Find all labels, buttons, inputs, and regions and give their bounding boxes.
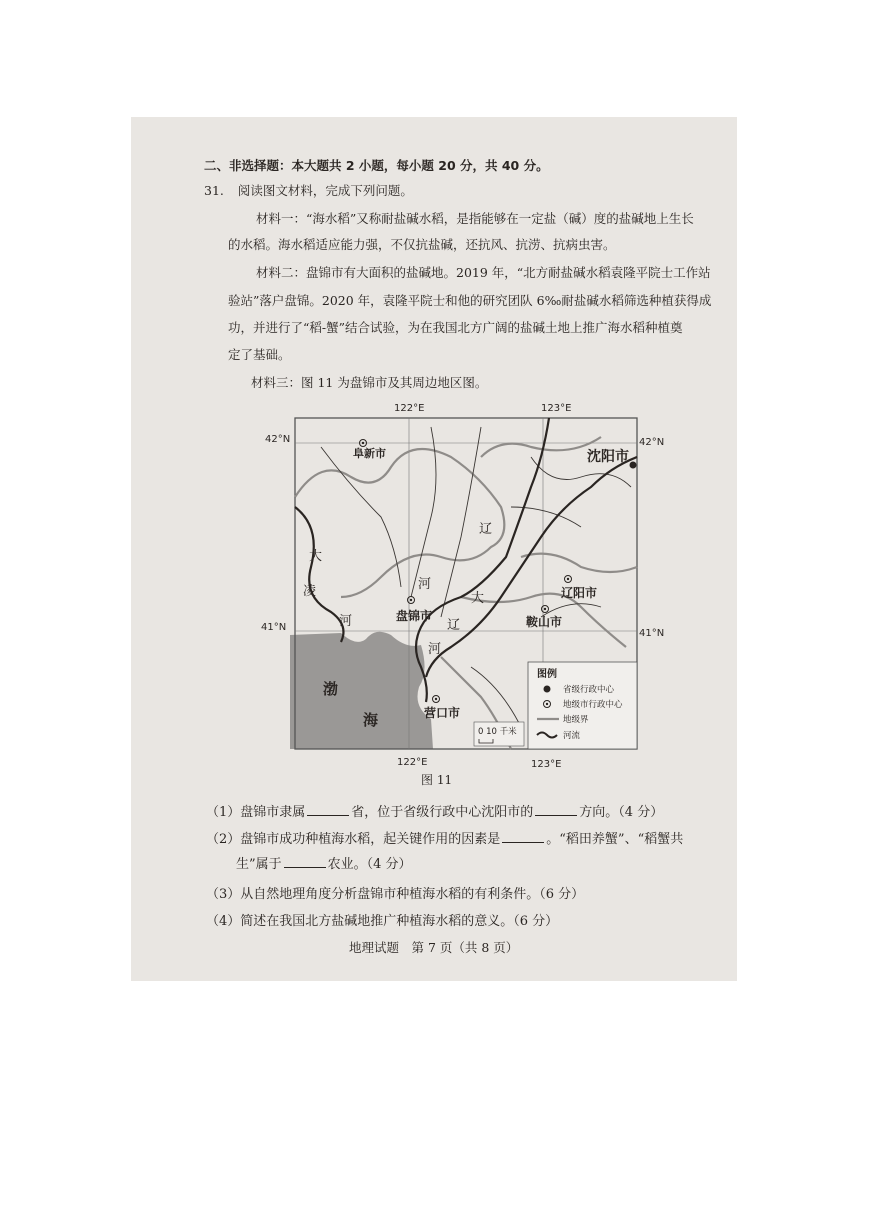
subquestion-2-continued bbox=[236, 855, 412, 873]
q1-blank-province[interactable] bbox=[307, 803, 349, 816]
daling-river-char-3: 河 bbox=[339, 614, 353, 629]
daliao-river-line bbox=[426, 457, 637, 677]
daling-river-char-2: 凌 bbox=[303, 584, 317, 599]
question-number-prompt bbox=[204, 183, 413, 199]
daliao-river-char-3: 河 bbox=[428, 642, 442, 657]
subquestion-4: （4）简述在我国北方盐碱地推广种植海水稻的意义。（6 分） bbox=[206, 914, 559, 929]
lon-123-top-label: 123°E bbox=[541, 403, 572, 414]
lat-42-left-label: 42°N bbox=[265, 434, 291, 445]
question-prompt: 阅读图文材料，完成下列问题。 bbox=[237, 183, 413, 198]
daliao-river-char-2: 辽 bbox=[447, 618, 461, 633]
q2-text-b: 。“稻田养蟹”、“稻蟹共 bbox=[546, 832, 684, 847]
q2-text-a: （2）盘锦市成功种植海水稻，起关键作用的因素是 bbox=[206, 832, 501, 847]
liaoyang-label: 辽阳市 bbox=[561, 586, 598, 600]
subquestion-3: （3）从自然地理角度分析盘锦市种植海水稻的有利条件。（6 分） bbox=[206, 887, 585, 902]
shenyang-label: 沈阳市 bbox=[587, 449, 629, 465]
lat-41-right-label: 41°N bbox=[639, 628, 665, 639]
question-number: 31. bbox=[204, 183, 224, 198]
panjin-label: 盘锦市 bbox=[396, 609, 433, 623]
q1-text-b: 省，位于省级行政中心沈阳市的 bbox=[351, 805, 534, 820]
exam-page bbox=[131, 117, 737, 981]
panjin-region-map bbox=[261, 397, 665, 777]
legend-provincial-label: 省级行政中心 bbox=[563, 685, 615, 695]
fuxin-city bbox=[353, 440, 386, 461]
lon-122-top-label: 122°E bbox=[394, 403, 425, 414]
material3-line: 材料三：图 11 为盘锦市及其周边地区图。 bbox=[251, 375, 488, 390]
material2-line3: 功，并进行了“稻-蟹”结合试验，为在我国北方广阔的盐碱土地上推广海水稻种植奠 bbox=[228, 320, 683, 335]
subquestion-1 bbox=[206, 803, 663, 821]
q2-text-d: 农业。（4 分） bbox=[327, 857, 412, 872]
liao-river-char-2: 河 bbox=[418, 577, 432, 592]
lon-123-bottom-label: 123°E bbox=[531, 759, 562, 770]
scale-label: 0 10 千米 bbox=[478, 727, 517, 737]
q2-blank-agriculture[interactable] bbox=[284, 855, 326, 868]
legend-river-label: 河流 bbox=[563, 731, 581, 741]
sea-char-1: 渤 bbox=[323, 680, 339, 698]
q1-blank-direction[interactable] bbox=[535, 803, 577, 816]
bohai-sea-area bbox=[290, 632, 433, 749]
q2-blank-factor[interactable] bbox=[502, 830, 544, 843]
scale-bar bbox=[474, 722, 524, 746]
legend-provincial-icon bbox=[544, 686, 551, 693]
shenyang-city bbox=[587, 448, 637, 469]
daliao-river-char-1: 大 bbox=[471, 591, 485, 606]
panjin-city bbox=[396, 597, 432, 624]
page-footer: 地理试题 第 7 页（共 8 页） bbox=[349, 940, 519, 955]
section-heading: 二、非选择题：本大题共 2 小题，每小题 20 分，共 40 分。 bbox=[204, 158, 549, 173]
material2-line4: 定了基础。 bbox=[228, 347, 291, 362]
fuxin-label: 阜新市 bbox=[353, 447, 386, 460]
legend-boundary-label: 地级界 bbox=[563, 715, 589, 725]
legend-title: 图例 bbox=[537, 669, 557, 680]
material2-line2: 验站”落户盘锦。2020 年，袁隆平院士和他的研究团队 6‰耐盐碱水稻筛选种植获得成 bbox=[228, 293, 712, 308]
map-legend bbox=[528, 662, 637, 749]
q1-text-c: 方向。（4 分） bbox=[579, 805, 664, 820]
daling-river-line bbox=[295, 507, 343, 642]
sea-char-2: 海 bbox=[363, 711, 379, 729]
q1-text-a: （1）盘锦市隶属 bbox=[206, 805, 306, 820]
figure-caption: 图 11 bbox=[421, 773, 453, 787]
daling-river-char-1: 大 bbox=[309, 549, 323, 564]
material1-line2: 的水稻。海水稻适应能力强，不仅抗盐碱，还抗风、抗涝、抗病虫害。 bbox=[228, 237, 616, 252]
liaoyang-city bbox=[561, 576, 597, 601]
yingkou-label: 营口市 bbox=[424, 706, 461, 720]
q2-text-c: 生”属于 bbox=[236, 857, 282, 872]
subquestion-2 bbox=[206, 830, 683, 848]
material1-line1: 材料一：“海水稻”又称耐盐碱水稻，是指能够在一定盐（碱）度的盐碱地上生长 bbox=[256, 211, 694, 226]
material2-line1: 材料二：盘锦市有大面积的盐碱地。2019 年，“北方耐盐碱水稻袁隆平院士工作站 bbox=[256, 265, 711, 280]
lon-122-bottom-label: 122°E bbox=[397, 757, 428, 768]
lat-42-right-label: 42°N bbox=[639, 437, 665, 448]
anshan-label: 鞍山市 bbox=[526, 615, 563, 629]
lat-41-left-label: 41°N bbox=[261, 622, 287, 633]
liao-river-char-1: 辽 bbox=[479, 522, 493, 537]
yingkou-city bbox=[424, 696, 460, 721]
legend-prefecture-label: 地级市行政中心 bbox=[563, 700, 623, 710]
